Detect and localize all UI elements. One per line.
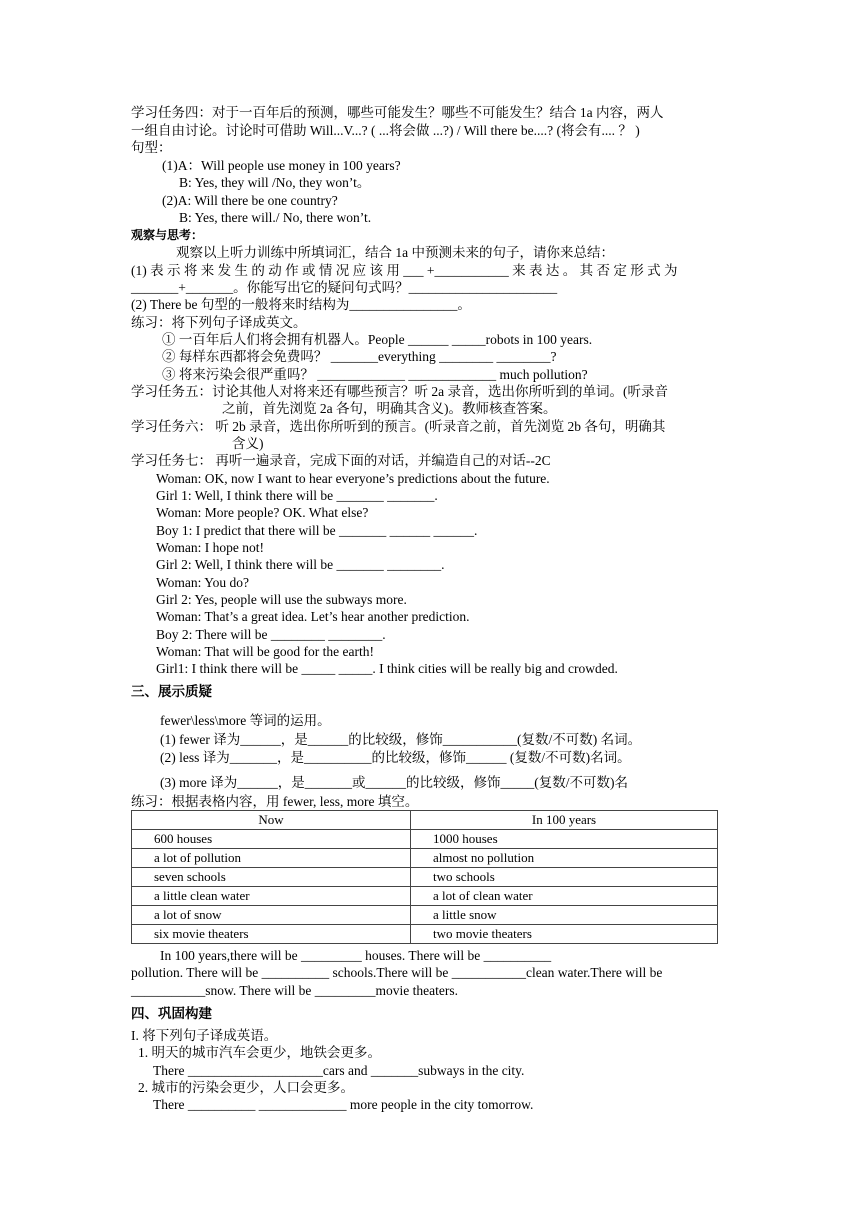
table-header-future: In 100 years <box>411 811 718 830</box>
dialogue1-answer: B: Yes, they will /No, they won’t。 <box>179 175 371 190</box>
practice1-q3: ③ 将来污染会很严重吗？ _____________ _____________ much pollution? <box>162 367 588 382</box>
table-cell: a little snow <box>411 906 718 925</box>
task4-line1: 学习任务四：对于一百年后的预测，哪些可能发生？哪些不可能发生？结合 1a 内容，两人 <box>131 105 664 120</box>
section4-heading: 四、巩固构建 <box>131 1006 212 1022</box>
practice1-title: 练习：将下列句子译成英文。 <box>131 315 307 330</box>
observe-intro: 观察以上听力训练中所填词汇，结合 1a 中预测未来的句子，请你来总结： <box>176 245 614 260</box>
table-header-now: Now <box>132 811 411 830</box>
dialogue-line: Boy 1: I predict that there will be _______ ______ ______. <box>156 523 478 538</box>
task4-line2: 一组自由讨论。讨论时可借助 Will...V...? ( ...将会做 ...?) / Will there be....? (将会有.... ？ ) <box>131 123 640 138</box>
table-fill-line1: In 100 years,there will be _________ houses. There will be __________ <box>160 948 552 963</box>
dialogue-line: Boy 2: There will be ________ ________. <box>156 627 386 642</box>
observe-point1-line2: _______+_______。你能写出它的疑问句式吗？______________________ <box>131 280 558 295</box>
table-cell: two schools <box>411 868 718 887</box>
dialogue-line: Girl 2: Well, I think there will be _______ ________. <box>156 557 445 572</box>
section4-title: I. 将下列句子译成英语。 <box>131 1028 278 1043</box>
rule-fewer: (1) fewer 译为______，是______的比较级，修饰___________(复数/不可数) 名词。 <box>160 732 642 747</box>
table-practice-title: 练习：根据表格内容，用 fewer, less, more 填空。 <box>131 794 419 809</box>
table-cell: seven schools <box>132 868 411 887</box>
dialogue-line: Girl1: I think there will be _____ _____. I think cities will be really big and crowded. <box>156 661 618 676</box>
table-cell: two movie theaters <box>411 925 718 944</box>
table-row <box>132 868 718 887</box>
observe-point2: (2) There be 句型的一般将来时结构为________________。 <box>131 297 471 312</box>
table-cell: a lot of snow <box>132 906 411 925</box>
comparison-table <box>131 810 718 944</box>
table-row <box>132 925 718 944</box>
rule-less: (2) less 译为_______，是__________的比较级，修饰______ (复数/不可数)名词。 <box>160 750 631 765</box>
table-cell: 1000 houses <box>411 830 718 849</box>
dialogue-line: Woman: I hope not! <box>156 540 265 555</box>
table-cell: almost no pollution <box>411 849 718 868</box>
dialogue-line: Woman: That’s a great idea. Let’s hear another prediction. <box>156 609 470 624</box>
translate-q1-en: There ____________________cars and _______subways in the city. <box>153 1063 525 1078</box>
table-row <box>132 830 718 849</box>
table-row <box>132 906 718 925</box>
dialogue-line: Woman: More people? OK. What else? <box>156 505 369 520</box>
table-cell: a lot of pollution <box>132 849 411 868</box>
table-cell: six movie theaters <box>132 925 411 944</box>
dialogue-line: Girl 2: Yes, people will use the subways more. <box>156 592 407 607</box>
observe-title: 观察与思考： <box>131 228 204 242</box>
task5-line2: 之前，首先浏览 2a 各句，明确其含义)。教师核查答案。 <box>222 401 557 416</box>
table-cell: a lot of clean water <box>411 887 718 906</box>
section3-heading: 三、展示质疑 <box>131 684 212 700</box>
rule-more: (3) more 译为______，是_______或______的比较级，修饰_____(复数/不可数)名 <box>160 775 628 790</box>
task6-line1: 学习任务六： 听 2b 录音，选出你所听到的预言。(听录音之前，首先浏览 2b 各句，明确其 <box>131 419 666 434</box>
task5-line1: 学习任务五：讨论其他人对将来还有哪些预言？听 2a 录音，选出你所听到的单词。(听录音 <box>131 384 668 399</box>
task4-line3: 句型： <box>131 140 172 155</box>
dialogue-line: Girl 1: Well, I think there will be _______ _______. <box>156 488 438 503</box>
dialogue2-question: (2)A: Will there be one country? <box>162 193 338 208</box>
table-fill-line3: ___________snow. There will be _________movie theaters. <box>131 983 458 998</box>
dialogue2-answer: B: Yes, there will./ No, there won’t. <box>179 210 372 225</box>
translate-q1-cn: 1. 明天的城市汽车会更少，地铁会更多。 <box>138 1045 381 1060</box>
practice1-q1: ① 一百年后人们将会拥有机器人。People ______ _____robots in 100 years. <box>162 332 593 347</box>
dialogue-line: Woman: That will be good for the earth! <box>156 644 374 659</box>
task6-line2: 含义) <box>232 436 264 451</box>
translate-q2-en: There __________ _____________ more people in the city tomorrow. <box>153 1097 534 1112</box>
table-row <box>132 849 718 868</box>
observe-point1-line1: (1) 表 示 将 来 发 生 的 动 作 或 情 况 应 该 用 ___ +___________ 来 表 达 。 其 否 定 形 式 为 <box>131 263 678 278</box>
dialogue-line: Woman: You do? <box>156 575 250 590</box>
table-row <box>132 887 718 906</box>
translate-q2-cn: 2. 城市的污染会更少，人口会更多。 <box>138 1080 354 1095</box>
practice1-q2: ② 每样东西都将会免费吗？ _______everything ________ ________? <box>162 349 557 364</box>
table-cell: 600 houses <box>132 830 411 849</box>
task7-line1: 学习任务七： 再听一遍录音，完成下面的对话，并编造自己的对话--2C <box>131 453 551 468</box>
dialogue-line: Woman: OK, now I want to hear everyone’s predictions about the future. <box>156 471 550 486</box>
table-fill-line2: pollution. There will be __________ schools.There will be ___________clean water.There will be <box>131 965 663 980</box>
table-header-row <box>132 811 718 830</box>
dialogue1-question: (1)A：Will people use money in 100 years? <box>162 158 401 173</box>
table-cell: a little clean water <box>132 887 411 906</box>
section3-subtitle: fewer\less\more 等词的运用。 <box>160 713 331 728</box>
